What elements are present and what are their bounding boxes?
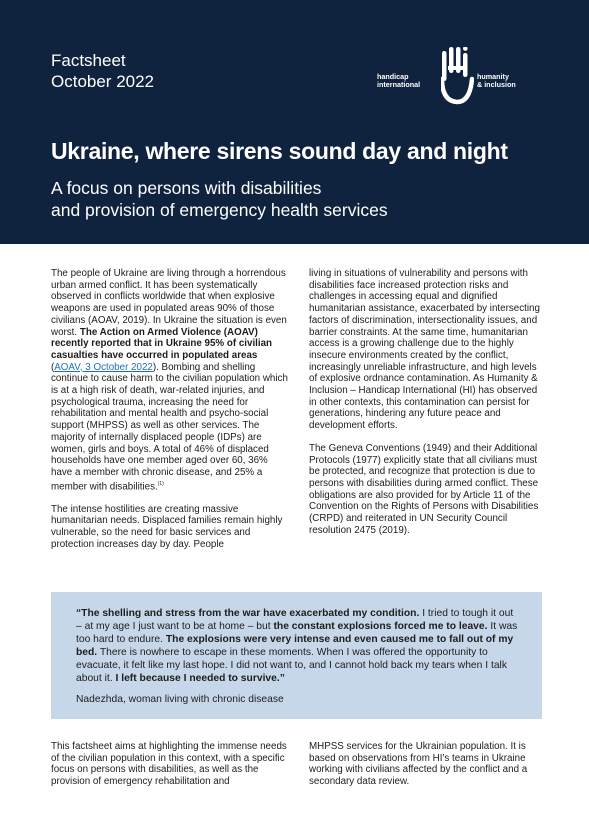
column-right <box>309 268 547 547</box>
doc-date: October 2022 <box>51 72 155 91</box>
quote-bold-1: “The shelling and stress from the war have exacerbated my condition. <box>76 608 420 619</box>
logo-text-inclusion: & inclusion <box>477 80 516 89</box>
subtitle-line1: A focus on persons with disabilities <box>51 178 322 198</box>
paragraph-hostilities: The intense hostilities are creating massive humanitarian needs. Displaced families remain highly vulnerable, so the need for basic services and protection increases day by day. People <box>51 503 283 550</box>
testimony-box <box>51 592 542 719</box>
subtitle-line2: and provision of emergency health services <box>51 200 388 220</box>
logo-text-humanity: humanity <box>477 72 509 81</box>
aoav-link[interactable]: AOAV, 3 October 2022 <box>54 361 153 373</box>
logo-text-handicap: handicap <box>377 72 409 81</box>
paragraph-intro <box>51 268 289 493</box>
header-banner <box>0 0 589 244</box>
intro-text: The people of Ukraine are living through a horrendous urban armed conflict. It has been systematically observed in conflicts worldwide that when explosive weapons are used in populated areas 90% of those civilians (AOAV, 2019). In Ukraine the situation is even worst. <box>51 268 287 338</box>
quote-text-2: It was too hard to endure. <box>76 621 518 646</box>
paragraph-method: MHPSS services for the Ukrainian population. It is based on observations from HI’s teams in Ukraine working with civilians affected by the conflict and a secondary data review. <box>309 741 528 788</box>
column-bottom-left <box>51 741 289 799</box>
intro-bold: The Action on Armed Violence (AOAV) recently reported that in Ukraine 95% of civilian casualties have occurred in populated areas <box>51 326 273 361</box>
paragraph-aim: This factsheet aims at highlighting the immense needs of the civilian population in this context, with a specific focus on persons with disabilities, as well as the provision of emergency rehabilitation and <box>51 741 287 788</box>
page-title: Ukraine, where sirens sound day and night <box>51 138 508 164</box>
column-left <box>51 268 289 561</box>
testimony-quote <box>76 607 520 686</box>
intro-paren-open: ( <box>51 361 55 373</box>
quote-bold-3: The explosions were very intense and even caused me to fall out of my bed. <box>76 634 514 659</box>
intro-text-cont: ). Bombing and shelling continue to cause harm to the civilian population which is at a high risk of death, war-related injuries, and psychological trauma, increasing the need for rehabilitation and mental health and psycho-social support (MHPSS) as well as other services. The majority of internally displaced people (IDPs) are women, girls and boys. A total of 46% of displaced households have one member aged over 60, 36% have a member with chronic disease, and 25% a member with disabilities. <box>51 361 288 492</box>
logo-text-international: international <box>377 80 421 89</box>
paragraph-geneva: The Geneva Conventions (1949) and their Additional Protocols (1977) explicitly state that all civilians must be protected, and recognize that protection is due to persons with disabilities during armed conflict. These obligations are also provided for by Article 11 of the Convention on the Rights of Persons with Disabilities (CRPD) and reiterated in UN Security Council resolution 2475 (2019). <box>309 442 539 536</box>
quote-text-1: I tried to tough it out – at my age I just want to be at home – but <box>76 608 514 633</box>
quote-text-3: There is nowhere to escape in these moments. When I was offered the opportunity to evacuate, it felt like my last hope. I did not want to, and I cannot hold back my tears when I talk about it. <box>76 647 507 685</box>
hi-hand-icon <box>441 47 474 105</box>
footnote-ref: (1) <box>157 480 164 487</box>
paragraph-vulnerability: living in situations of vulnerability and persons with disabilities face increased protection risks and challenges in accessing equal and dignified humanitarian assistance, exacerbated by intersecting factors of discrimination, intersectionality issues, and barrier constraints. At the same time, humanitarian access is a growing challenge due to the highly insecure environments created by the conflict, increasingly unreliable infrastructure, and high levels of explosive ordnance contamination. As Humanity & Inclusion – Handicap International (HI) has observed in other contexts, this contamination can persist for generations, hindering any future peace and development efforts. <box>309 268 540 432</box>
quote-bold-4: I left because I needed to survive.” <box>115 673 285 685</box>
quote-author: Nadezhda, woman living with chronic disease <box>76 693 284 705</box>
column-bottom-right <box>309 741 547 799</box>
quote-bold-2: the constant explosions forced me to leave. <box>273 621 488 633</box>
doc-type: Factsheet <box>51 51 126 70</box>
hi-logo <box>377 47 537 107</box>
